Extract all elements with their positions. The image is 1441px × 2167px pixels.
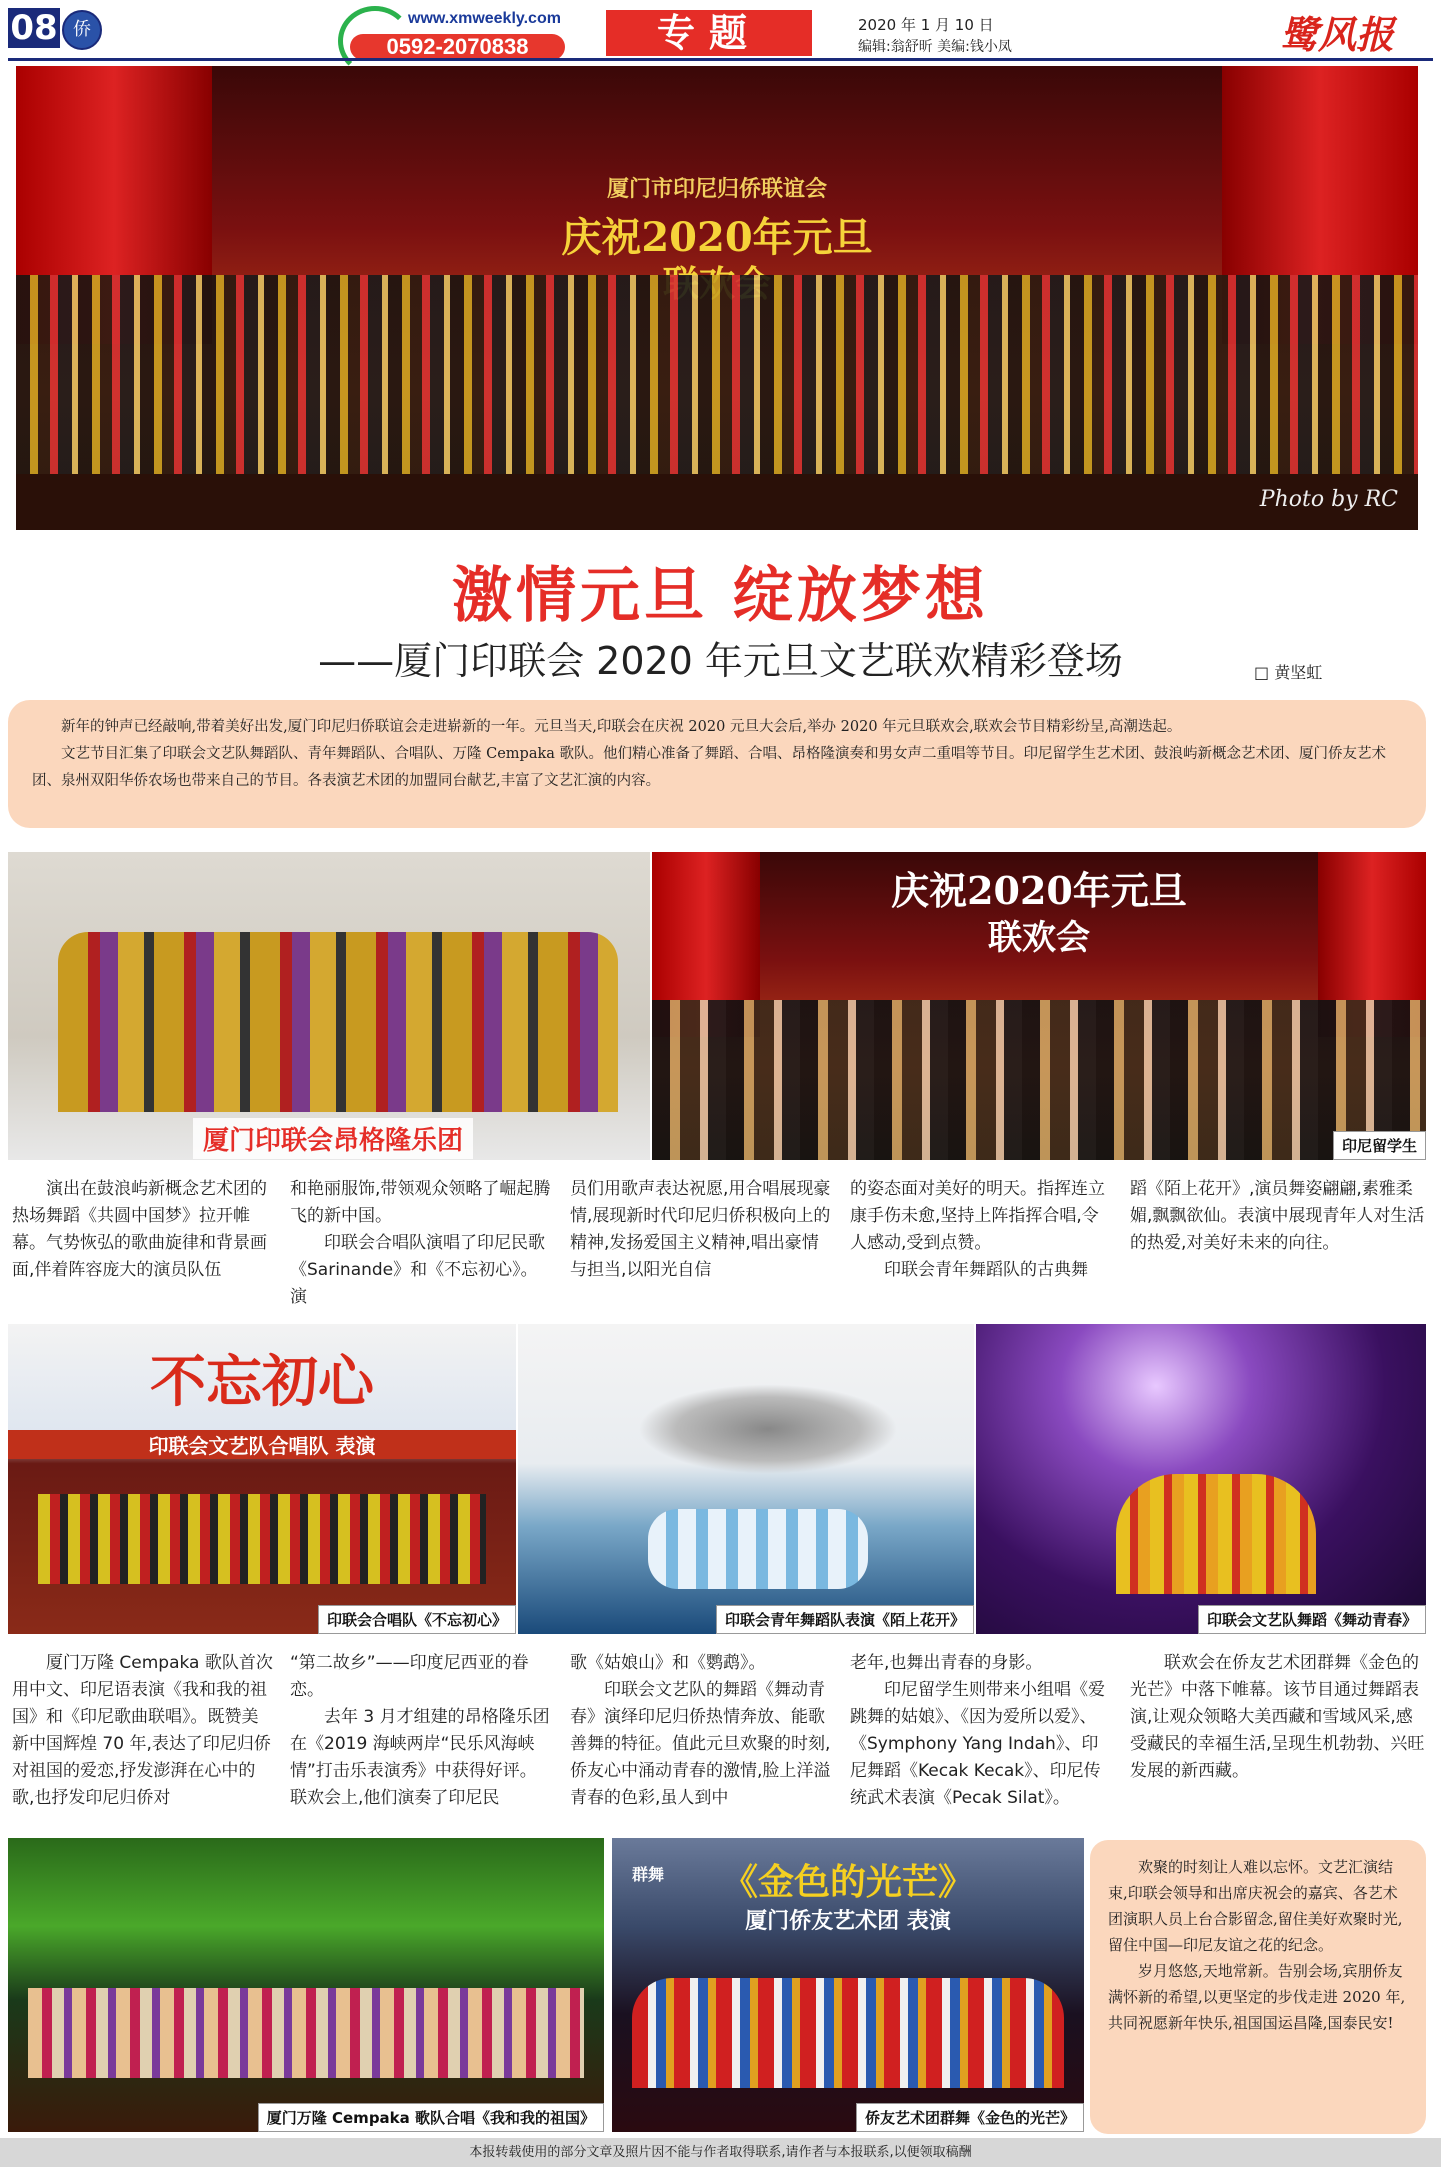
footer-notice: 本报转载使用的部分文章及照片因不能与作者取得联系,请作者与本报联系,以便领取稿酬 [0, 2138, 1441, 2167]
banner-prefix: 群舞 [632, 1865, 665, 1884]
text-column [850, 1176, 1112, 1284]
header-divider [8, 58, 1433, 61]
banner-title: 《金色的光芒》 [721, 1862, 974, 1903]
editors-credit: 编辑:翁舒昕 美编:钱小凤 [858, 39, 1012, 55]
banner-line1: 厦门市印尼归侨联谊会 [606, 176, 827, 202]
text-column [570, 1650, 832, 1812]
headline: 激情元旦 绽放梦想 [452, 561, 989, 631]
text-column [290, 1650, 552, 1812]
hotline-phone: 0592-2070838 [350, 34, 565, 60]
paragraph: 欢聚的时刻让人难以忘怀。文艺汇演结束,印联会领导和出席庆祝会的嘉宾、各艺术团演职人员上台合影留念,留住美好欢聚时光,留住中国—印尼友谊之花的纪念。 [1108, 1858, 1403, 1954]
choir-members-shape [28, 1988, 584, 2078]
choir-subtitle: 印联会文艺队合唱队 表演 [8, 1430, 516, 1459]
paragraph: 印尼留学生则带来小组唱《爱跳舞的姑娘》、《因为爱所以爱》、《Symphony Yang Indah》、印尼舞蹈《Kecak Kecak》、印尼传统武术表演《Pecak Silat》。 [850, 1680, 1105, 1808]
photo-caption: 印联会青年舞蹈队表演《陌上花开》 [716, 1605, 974, 1634]
paragraph: 印联会合唱队演唱了印尼民歌《Sarinande》和《不忘初心》。演 [290, 1233, 545, 1307]
photo-caption: 印尼留学生 [1333, 1131, 1426, 1160]
performers-shape [58, 932, 618, 1112]
text-column [290, 1176, 552, 1311]
golden-light-photo [612, 1838, 1084, 2132]
paragraph: 老年,也舞出青春的身影。 [850, 1653, 1043, 1673]
section-title: 专题 [606, 10, 812, 56]
dance-photo-youthful [976, 1324, 1426, 1634]
choir-title: 不忘初心 [150, 1350, 374, 1415]
stage-floor [16, 474, 1418, 530]
newspaper-brand: 鹭风报 [1280, 12, 1395, 57]
photo-caption: 印联会合唱队《不忘初心》 [318, 1605, 516, 1634]
dancers-shape [1116, 1474, 1316, 1594]
section-logo-icon: 侨 [62, 10, 102, 50]
intro-paragraph: 新年的钟声已经敲响,带着美好出发,厦门印尼归侨联谊会走进崭新的一年。元旦当天,印联会在庆祝 2020 元旦大会后,举办 2020 年元旦联欢会,联欢会节目精彩纷呈,高潮迭起。 [61, 719, 1182, 735]
paragraph: 厦门万隆 Cempaka 歌队首次用中文、印尼语表演《我和我的祖国》和《印尼歌曲联唱》。既赞美新中国辉煌 70 年,表达了印尼归侨对祖国的爱恋,抒发澎湃在心中的歌,也抒发印尼归侨对 [12, 1653, 273, 1808]
mountain-backdrop [638, 1384, 898, 1474]
intro-box [8, 700, 1426, 828]
text-column [570, 1176, 832, 1284]
dance-photo-youth [518, 1324, 974, 1634]
paragraph: 演出在鼓浪屿新概念艺术团的热场舞蹈《共圆中国梦》拉开帷幕。气势恢弘的歌曲旋律和背景画面,伴着阵容庞大的演员队伍 [12, 1179, 267, 1280]
paragraph: 岁月悠悠,天地常新。告别会场,宾朋侨友满怀新的希望,以更坚定的步伐走进 2020 年,共同祝愿新年快乐,祖国国运昌隆,国泰民安! [1108, 1962, 1406, 2032]
cempaka-choir-photo [8, 1838, 604, 2132]
banner-line2: 联欢会 [988, 918, 1090, 958]
hotline-url[interactable]: www.xmweekly.com [408, 10, 561, 27]
paragraph: 印联会文艺队的舞蹈《舞动青春》演绎印尼归侨热情奔放、能歌善舞的特征。值此元旦欢聚的时刻,侨友心中涌动青春的激情,脸上洋溢青春的色彩,虽人到中 [570, 1680, 831, 1808]
photo-watermark: Photo by RC [1259, 487, 1398, 512]
students-photo [652, 852, 1426, 1160]
issue-date: 2020 年 1 月 10 日 [858, 16, 994, 34]
paragraph: 去年 3 月才组建的昂格隆乐团在《2019 海峡两岸“民乐风海峡情”打击乐表演秀》中获得好评。联欢会上,他们演奏了印尼民 [290, 1707, 550, 1808]
angklung-group-photo [8, 852, 650, 1160]
group-photo-main [16, 66, 1418, 530]
dancers-shape [648, 1509, 868, 1589]
text-column [12, 1650, 274, 1812]
photo-caption: 厦门印联会昂格隆乐团 [193, 1118, 473, 1159]
text-column [1130, 1176, 1426, 1257]
paragraph: 歌《姑娘山》和《鹦鹉》。 [570, 1653, 766, 1673]
paragraph: 的姿态面对美好的明天。指挥连立康手伤未愈,坚持上阵指挥合唱,令人感动,受到点赞。 [850, 1179, 1105, 1253]
paragraph: 员们用歌声表达祝愿,用合唱展现豪情,展现新时代印尼归侨积极向上的精神,发扬爱国主义精神,唱出豪情与担当,以阳光自信 [570, 1179, 831, 1280]
photo-caption: 厦门万隆 Cempaka 歌队合唱《我和我的祖国》 [258, 2103, 604, 2132]
banner-line2: 庆祝2020年元旦 [561, 214, 873, 261]
text-column [1130, 1650, 1426, 1785]
author: □ 黄坚虹 [1254, 663, 1323, 682]
photo-caption: 印联会文艺队舞蹈《舞动青春》 [1198, 1605, 1426, 1634]
dancers-shape [632, 1978, 1064, 2088]
crowd-shape [652, 1000, 1426, 1160]
page-number: 08 [8, 8, 60, 48]
paragraph: 蹈《陌上花开》,演员舞姿翩翩,素雅柔媚,飘飘欲仙。表演中展现青年人对生活的热爱,对美好未来的向往。 [1130, 1179, 1425, 1253]
banner-line1: 庆祝2020年元旦 [891, 868, 1187, 913]
subheadline: ——厦门印联会 2020 年元旦文艺联欢精彩登场 [318, 639, 1123, 683]
text-column [12, 1176, 274, 1284]
choir-photo [8, 1324, 516, 1634]
text-column [850, 1650, 1112, 1812]
photo-caption: 侨友艺术团群舞《金色的光芒》 [856, 2103, 1084, 2132]
paragraph: 联欢会在侨友艺术团群舞《金色的光芒》中落下帷幕。该节目通过舞蹈表演,让观众领略大美西藏和雪域风采,感受藏民的幸福生活,呈现生机勃勃、兴旺发展的新西藏。 [1130, 1653, 1425, 1781]
closing-sidebar [1090, 1840, 1426, 2134]
choir-members-shape [38, 1494, 486, 1584]
paragraph: 和艳丽服饰,带领观众领略了崛起腾飞的新中国。 [290, 1179, 551, 1226]
intro-paragraph: 文艺节目汇集了印联会文艺队舞蹈队、青年舞蹈队、合唱队、万隆 Cempaka 歌队。他们精心准备了舞蹈、合唱、昂格隆演奏和男女声二重唱等节目。印尼留学生艺术团、鼓浪屿新概念艺术团、厦门侨友艺术团、泉州双阳华侨农场也带来自己的节目。各表演艺术团的加盟同台献艺,丰富了文艺汇演的内容。 [32, 746, 1386, 789]
banner-subtitle: 厦门侨友艺术团 表演 [745, 1908, 951, 1934]
paragraph: 印联会青年舞蹈队的古典舞 [884, 1260, 1088, 1280]
paragraph: “第二故乡”——印度尼西亚的眷恋。 [290, 1653, 529, 1700]
